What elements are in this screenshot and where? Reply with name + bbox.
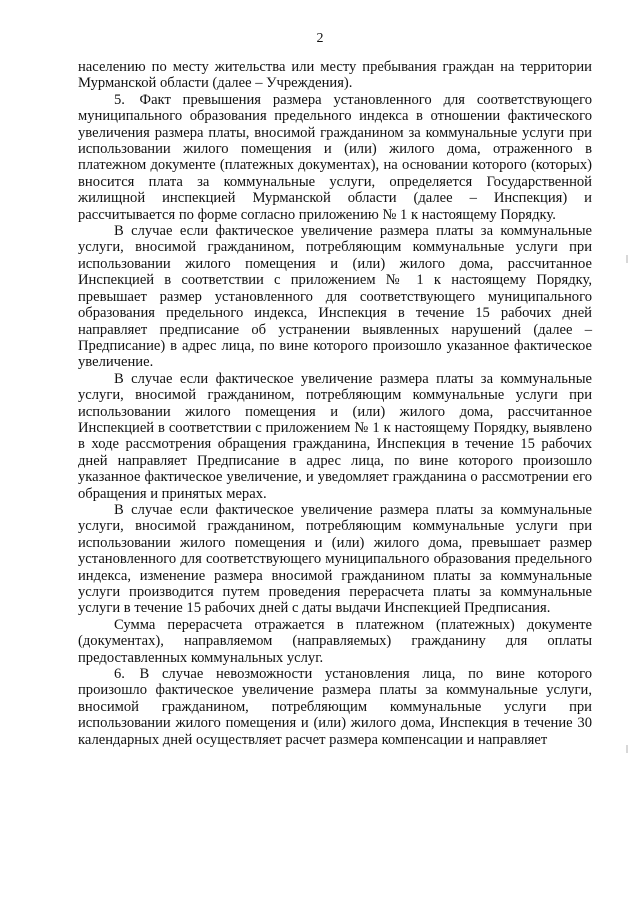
scan-mark bbox=[626, 745, 628, 753]
paragraph-item-5: 5. Факт превышения размера установленного для соответствующего муниципального образования предельного индекса в отношении фактического увеличения размера платы, вносимой гражданином за коммунальные услуги при использовании жилого помещения и (или) жилого дома, отраженного в платежном документе (платежных документах), на основании которого (которых) вносится плата за коммунальные услуги, определяется Государственной жилищной инспекцией Мурманской области (далее – Инспекция) и рассчитывается по форме согласно приложению № 1 к настоящему Порядку. bbox=[78, 91, 592, 223]
scan-mark bbox=[626, 255, 628, 263]
paragraph-continuation: населению по месту жительства или месту пребывания граждан на территории Мурманской области (далее – Учреждения). bbox=[78, 59, 592, 92]
paragraph-item-6: 6. В случае невозможности установления лица, по вине которого произошло фактическое увеличение размера платы за коммунальные услуги, вносимой гражданином, потребляющим коммунальные услуги при использовании жилого помещения и (или) жилого дома, Инспекция в течение 30 календарных дней осуществляет расчет размера компенсации и направляет bbox=[78, 666, 592, 748]
paragraph-citizen-appeal: В случае если фактическое увеличение размера платы за коммунальные услуги, вносимой гражданином, потребляющим коммунальные услуги при использовании жилого помещения и (или) жилого дома, рассчитанное Инспекцией в соответствии с приложением № 1 к настоящему Порядку, выявлено в ходе рассмотрения обращения гражданина, Инспекция в течение 15 рабочих дней направляет Предписание в адрес лица, по вине которого произошло указанное фактическое увеличение, и уведомляет гражданина о рассмотрении его обращения и принятых мерах. bbox=[78, 370, 592, 502]
paragraph-recalculation: В случае если фактическое увеличение размера платы за коммунальные услуги, вносимой гражданином, потребляющим коммунальные услуги при использовании жилого помещения и (или) жилого дома, превышает размер установленного для соответствующего муниципального образования предельного индекса, изменение размера вносимой гражданином платы за коммунальные услуги производится путем проведения перерасчета платы за коммунальные услуги в течение 15 рабочих дней с даты выдачи Инспекцией Предписания. bbox=[78, 501, 592, 617]
page-number: 2 bbox=[316, 31, 324, 46]
document-body bbox=[78, 59, 592, 748]
paragraph-recalculation-sum: Сумма перерасчета отражается в платежном (платежных) документе (документах), направляемом (направляемых) гражданину для оплаты предоставленных коммунальных услуг. bbox=[78, 616, 592, 666]
paragraph-prescription: В случае если фактическое увеличение размера платы за коммунальные услуги, вносимой гражданином, потребляющим коммунальные услуги при использовании жилого помещения и (или) жилого дома, рассчитанное Инспекцией в соответствии с приложением № 1 к настоящему Порядку, превышает размер установленного для соответствующего муниципального образования предельного индекса, Инспекция в течение 15 рабочих дней направляет предписание об устранении выявленных нарушений (далее – Предписание) в адрес лица, по вине которого произошло указанное фактическое увеличение. bbox=[78, 223, 592, 371]
